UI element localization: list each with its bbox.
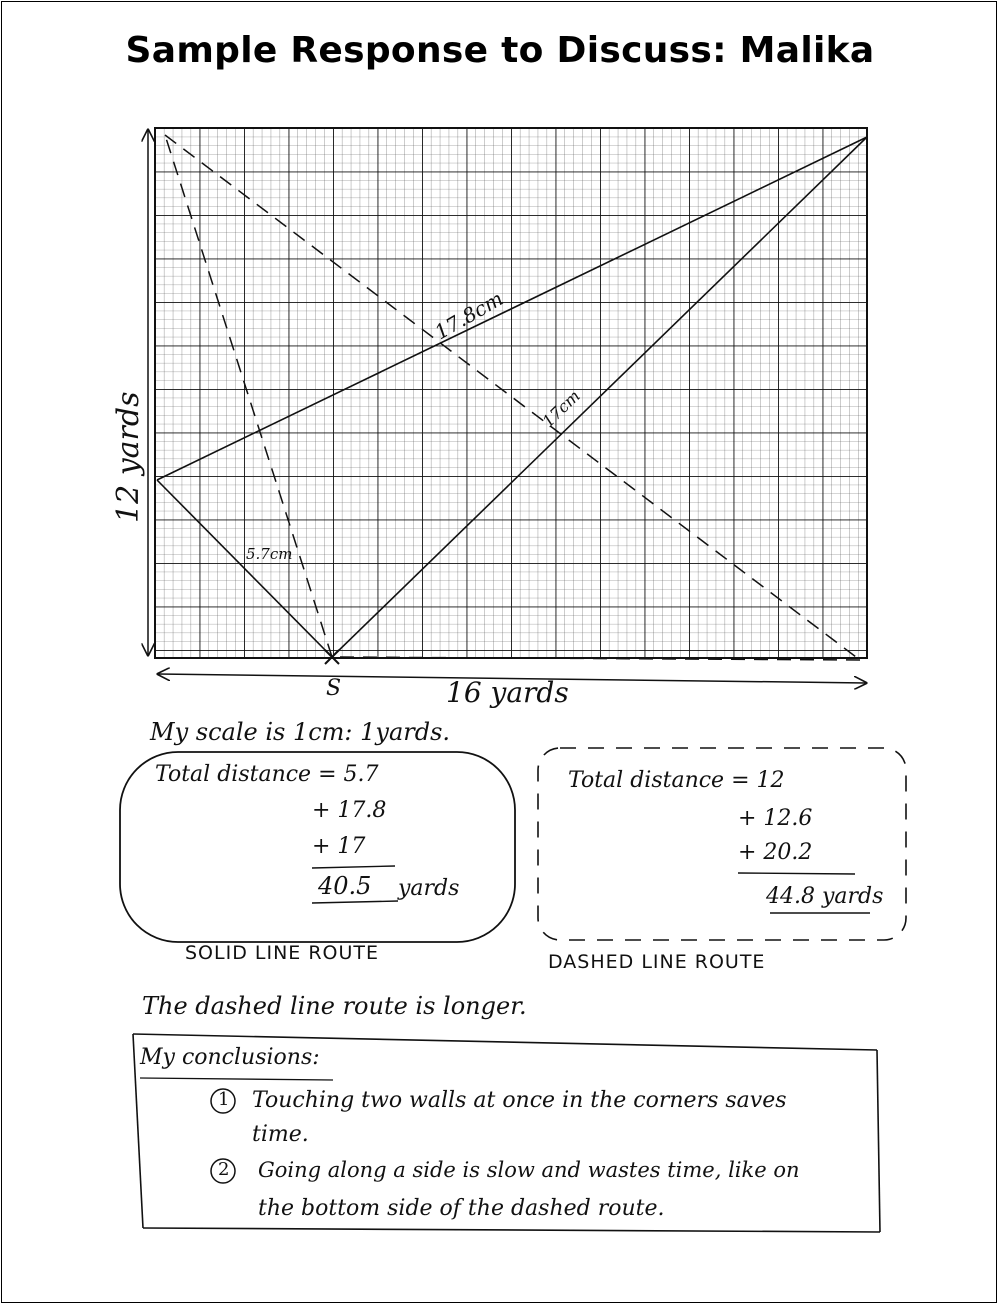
conclusion-2-line1: Going along a side is slow and wastes time, like on: [258, 1158, 800, 1182]
conclusion-number-1: 1: [218, 1089, 230, 1110]
dashed-total-unit: yards: [822, 884, 884, 909]
conclusions-heading-underline: [140, 1078, 333, 1080]
start-label: S: [326, 676, 342, 701]
dashed-total-line2: + 12.6: [738, 806, 813, 831]
conclusion-1-line1: Touching two walls at once in the corners saves: [252, 1088, 787, 1113]
scale-note: My scale is 1cm: 1yards.: [150, 718, 451, 746]
dashed-route-caption: DASHED LINE ROUTE: [548, 951, 766, 973]
bottom-length-label: 16 yards: [446, 676, 569, 709]
solid-route-caption: SOLID LINE ROUTE: [185, 942, 379, 964]
dashed-total-line1: Total distance = 12: [568, 768, 785, 793]
solid-total-value: 40.5: [318, 872, 372, 900]
side-length-label: 12 yards: [111, 391, 146, 523]
segment-label-17-8: 17.8cm: [430, 286, 508, 345]
solid-total-underline: [312, 901, 398, 903]
conclusion-1-line2: time.: [252, 1122, 309, 1147]
solid-total-unit: yards: [398, 876, 460, 901]
solid-sum-underline: [312, 866, 395, 868]
dashed-sum-underline: [738, 873, 855, 874]
page-title: Sample Response to Discuss: Malika: [125, 30, 875, 71]
comparison-statement: The dashed line route is longer.: [142, 992, 527, 1020]
conclusions-heading: My conclusions:: [140, 1045, 320, 1070]
conclusion-2-line2: the bottom side of the dashed route.: [258, 1196, 665, 1221]
conclusion-number-2: 2: [218, 1159, 230, 1180]
segment-label-5-7: 5.7cm: [246, 545, 293, 563]
dashed-total-line3: + 20.2: [738, 840, 813, 865]
dashed-total-value: 44.8: [766, 884, 815, 909]
solid-total-line3: + 17: [312, 834, 366, 859]
solid-total-line2: + 17.8: [312, 798, 387, 823]
segment-label-17: 17cm: [538, 386, 584, 431]
solid-total-line1: Total distance = 5.7: [155, 762, 379, 787]
